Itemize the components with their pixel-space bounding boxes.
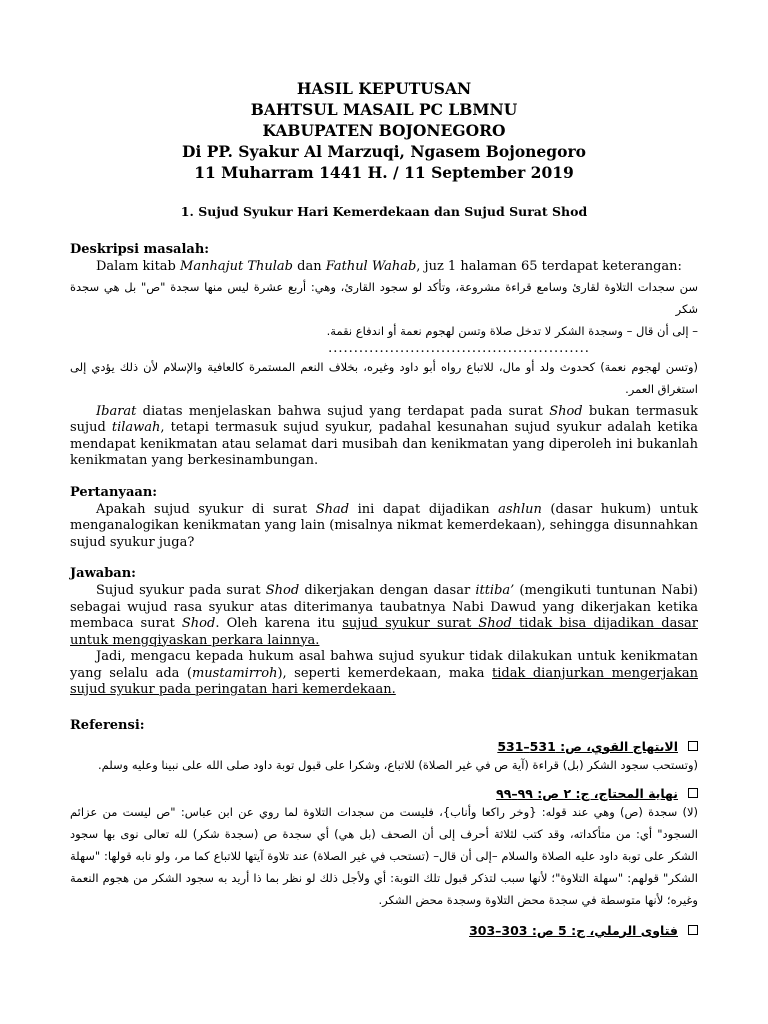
reference-1-text: (وتستحب سجود الشكر (بل) قراءة (آية ص في غير الصلاة) للاتباع، وشكرا على قبول توبة داود صلى الله على نبينا وعليه وسلم. [97, 757, 698, 772]
answer-text: Shod [181, 616, 216, 631]
reference-title: الابتهاج القوي، ص: 531–531 [497, 738, 678, 754]
expl-text: bukan termasuk sujud [70, 403, 698, 435]
header-line-2: BAHTSUL MASAIL PC LBMNU [250, 100, 518, 119]
question-text: Apakah sujud syukur di surat [96, 501, 316, 517]
referensi-label: Referensi: [70, 717, 145, 733]
kitab-name: Manhajut Thulab [180, 259, 293, 274]
document-header [70, 78, 698, 183]
reference-title: فتاوى الرملي، ج: 5 ص: 303–303 [469, 922, 678, 938]
expl-text: , tetapi termasuk sujud syukur, padahal kesunahan sujud syukur adalah ketika mendapat kenikmatan atau selamat dari musibah dan kenikmatan yang diperoleh ini bukanlah kenikmatan yang berkesinambungan. [70, 420, 698, 468]
question-text: ashlun [498, 501, 542, 517]
answer-text: Shod [478, 616, 512, 631]
question-text: Shad [315, 501, 350, 517]
reference-title: نهاية المحتاج، ج: ٢ ص: ٩٩–٩٩ [496, 785, 678, 801]
header-line-1: HASIL KEPUTUSAN [296, 79, 472, 98]
answer-text: (mengikuti tuntunan Nabi) sebagai wujud rasa syukur atas diterimanya taubatnya Nabi Dawud yang dikerjakan ketika membaca surat [70, 583, 699, 631]
question-text: (dasar hukum) untuk menganalogikan kenikmatan yang lain (misalnya nikmat kemerdekaan), sehingga disunnahkan sujud syukur juga? [70, 501, 698, 550]
pertanyaan-label: Pertanyaan: [70, 484, 158, 500]
jawaban-label: Jawaban: [70, 566, 136, 581]
answer-underlined: tidak dianjurkan mengerjakan sujud syukur pada peringatan hari kemerdekaan. [70, 665, 698, 697]
answer-text: Sujud syukur pada surat [96, 583, 266, 598]
reference-2 [70, 786, 698, 801]
answer-text: Jadi, mengacu kepada hukum asal bahwa sujud syukur tidak dilakukan untuk kenikmatan yang selalu ada ( [70, 649, 698, 681]
question-text: ini dapat dijadikan [349, 501, 499, 517]
arabic-quote-3: (وتسن لهجوم نعمة) كحدوث ولد أو مال، للاتباع رواه أبو داود وغيره، بخلاف النعم المستمرة كالعافية والإسلام لأن ذلك يؤدي إلى استغراق العمر. [70, 359, 698, 396]
intro-text: Dalam kitab [96, 259, 181, 274]
checkbox-icon [688, 741, 698, 751]
deskripsi-label: Deskripsi masalah: [70, 242, 210, 257]
section-subtitle: 1. Sujud Syukur Hari Kemerdekaan dan Sujud Surat Shod [180, 204, 588, 219]
checkbox-icon [688, 788, 698, 798]
answer-text: ), seperti kemerdekaan, maka [277, 665, 493, 681]
answer-text: Shod [265, 583, 300, 598]
intro-text: dan [292, 259, 326, 274]
arabic-quote-1: سن سجدات التلاوة لقارئ وسامع قراءة مشروعة، وتأكد لو سجود القارئ، وهي: أربع عشرة ليس منها سجدة "ص" بل هي سجدة شكر [70, 279, 698, 316]
expl-text: diatas menjelaskan bahwa sujud yang terdapat pada surat [136, 403, 550, 419]
expl-text: Shod [549, 403, 583, 419]
answer-text: . Oleh karena itu [215, 616, 343, 631]
expl-text: tilawah [111, 420, 161, 435]
jawaban-paragraph-1 [70, 583, 698, 649]
answer-text: dikerjakan dengan dasar [299, 583, 476, 598]
deskripsi-explanation [70, 404, 698, 470]
header-line-4: Di PP. Syakur Al Marzuqi, Ngasem Bojonegoro [182, 142, 586, 161]
answer-text: ittiba’ [475, 583, 515, 598]
document-page [70, 78, 698, 938]
reference-3 [70, 923, 698, 938]
arabic-quote-2: – إلى أن قال – وسجدة الشكر لا تدخل صلاة وتسن لهجوم نعمة أو اندفاع نقمة. [326, 323, 698, 338]
checkbox-icon [688, 925, 698, 935]
expl-text: Ibarat [96, 403, 137, 419]
ellipsis-dots: ................................................... [328, 340, 590, 356]
header-line-5: 11 Muharram 1441 H. / 11 September 2019 [194, 163, 574, 182]
pertanyaan-text [70, 502, 698, 552]
intro-text: , juz 1 halaman 65 terdapat keterangan: [416, 259, 682, 274]
reference-1 [70, 739, 698, 754]
answer-text: tidak bisa dijadikan dasar untuk mengqiyaskan perkara lainnya. [70, 616, 698, 648]
jawaban-paragraph-2 [70, 649, 698, 699]
header-line-3: KABUPATEN BOJONEGORO [262, 121, 506, 140]
reference-2-text: (لا) سجدة (ص) وهي عند قوله: {وخر راكعا وأناب}، فليست من سجدات التلاوة لما روي عن ابن عباس: "ص ليست من عزائم السجود" أي: من متأكداته، وقد كتب لثلاثة أحرف إلى أن الصحف (بل هي) أي سجدة ص (سجدة شكر) لله تعالى نوى بها سجود الشكر على توبة داود عليه الصلاة والسلام –إلى أن قال– (تستحب في غير الصلاة) عند تلاوة آيتها للاتباع كما مر، ولو نابه قولها: "سهلة الشكر" قولهم: "سهلة التلاوة"؛ لأنها سبب لتذكر قبول تلك التوبة: أي ولأجل ذلك لو نظر بما ذا أريد به سجود الشكر من هجوم النعمة وغيره؛ لأنها متوسطة في سجدة محض التلاوة وسجدة محض الشكر. [70, 804, 698, 907]
kitab-name: Fathul Wahab [325, 259, 417, 274]
answer-text: sujud syukur surat [342, 616, 479, 631]
deskripsi-intro [70, 259, 698, 276]
answer-text: mustamirroh [191, 665, 278, 681]
